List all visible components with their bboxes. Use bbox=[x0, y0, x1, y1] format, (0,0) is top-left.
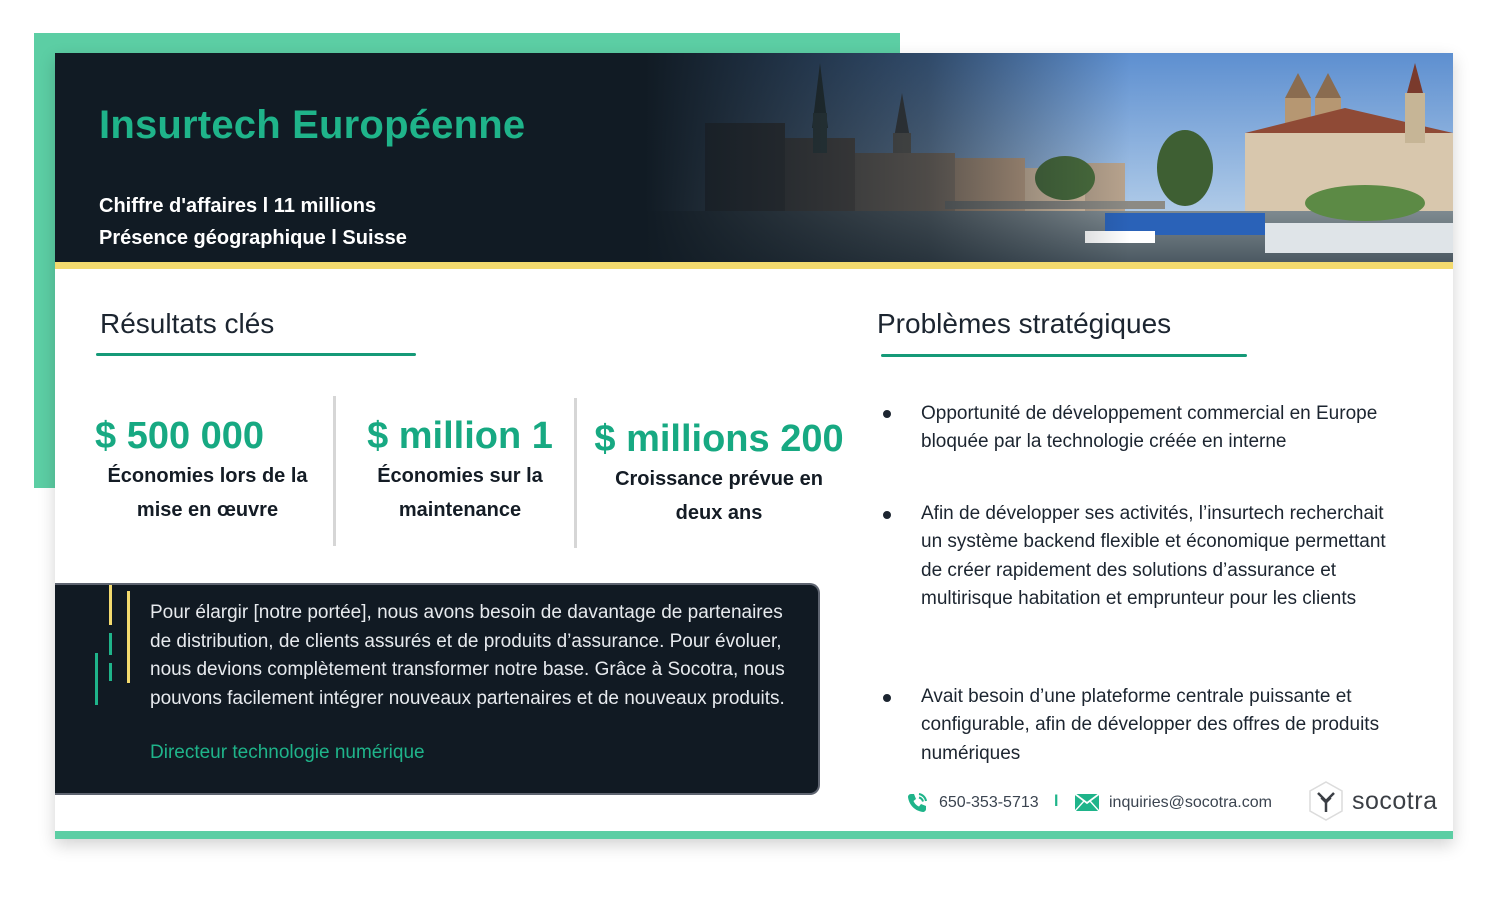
city-photo bbox=[645, 53, 1453, 262]
metric-label-line1: Économies sur la bbox=[377, 465, 543, 487]
metric-label-line2: deux ans bbox=[675, 502, 763, 524]
bullet-icon bbox=[883, 511, 891, 519]
problems-underline bbox=[881, 354, 1247, 357]
mail-icon bbox=[1075, 794, 1099, 811]
metric-label-line2: mise en œuvre bbox=[136, 499, 279, 521]
email-link[interactable]: inquiries@socotra.com bbox=[1109, 794, 1272, 811]
socotra-logo[interactable] bbox=[1308, 779, 1437, 823]
page-title: Insurtech Européenne bbox=[99, 103, 526, 147]
footer-separator: l bbox=[1054, 793, 1059, 810]
quote-author: Directeur technologie numérique bbox=[150, 742, 425, 763]
metric-value: $ millions 200 bbox=[594, 418, 844, 460]
metric-implementation-savings bbox=[95, 413, 320, 527]
case-study-card bbox=[55, 53, 1453, 839]
testimonial-quote bbox=[55, 583, 820, 795]
revenue-line: Chiffre d'affaires l 11 millions bbox=[99, 195, 377, 217]
header-divider bbox=[55, 262, 1453, 269]
phone-number[interactable]: 650-353-5713 bbox=[939, 794, 1039, 811]
bullet-icon bbox=[883, 410, 891, 418]
socotra-logo-icon bbox=[1308, 781, 1344, 821]
metric-value: $ million 1 bbox=[367, 415, 553, 457]
phone-icon bbox=[905, 791, 929, 815]
bullet-icon bbox=[883, 694, 891, 702]
metric-label-line1: Croissance prévue en bbox=[615, 468, 823, 490]
problem-item: Afin de développer ses activités, l’insurtech recherchait un système backend flexible et économique permettant de créer rapidement des solutions d’assurance et multirisque habitation et emprunteur pour les clients bbox=[921, 503, 1386, 609]
problem-item: Avait besoin d’une plateforme centrale puissante et configurable, afin de développer des offres de produits numériques bbox=[921, 686, 1380, 764]
geography-line: Présence géographique l Suisse bbox=[99, 227, 407, 249]
metric-label-line1: Économies lors de la bbox=[107, 465, 308, 487]
metric-divider bbox=[574, 398, 577, 548]
quote-decoration-icon bbox=[91, 585, 131, 715]
quote-text: Pour élargir [notre portée], nous avons besoin de davantage de partenaires de distribution, de clients assurés et de produits d’assurance. Pour évoluer, nous devions complètement transformer notre base. Grâce à Socotra, nous pouvons facilement intégrer nouveaux partenaires et de nouveaux produits. bbox=[150, 602, 785, 709]
card-bottom-bar bbox=[55, 831, 1453, 839]
metric-projected-growth bbox=[585, 416, 853, 530]
metric-divider bbox=[333, 396, 336, 546]
metric-maintenance-savings bbox=[355, 413, 565, 527]
logo-text: socotra bbox=[1352, 786, 1438, 815]
metric-value: $ 500 000 bbox=[95, 415, 265, 457]
problems-heading: Problèmes stratégiques bbox=[877, 308, 1172, 339]
header-banner bbox=[55, 53, 1453, 262]
results-underline bbox=[96, 353, 416, 356]
problem-item: Opportunité de développement commercial en Europe bloquée par la technologie créée en interne bbox=[921, 403, 1378, 453]
results-heading: Résultats clés bbox=[100, 308, 275, 339]
metric-label-line2: maintenance bbox=[398, 499, 522, 521]
